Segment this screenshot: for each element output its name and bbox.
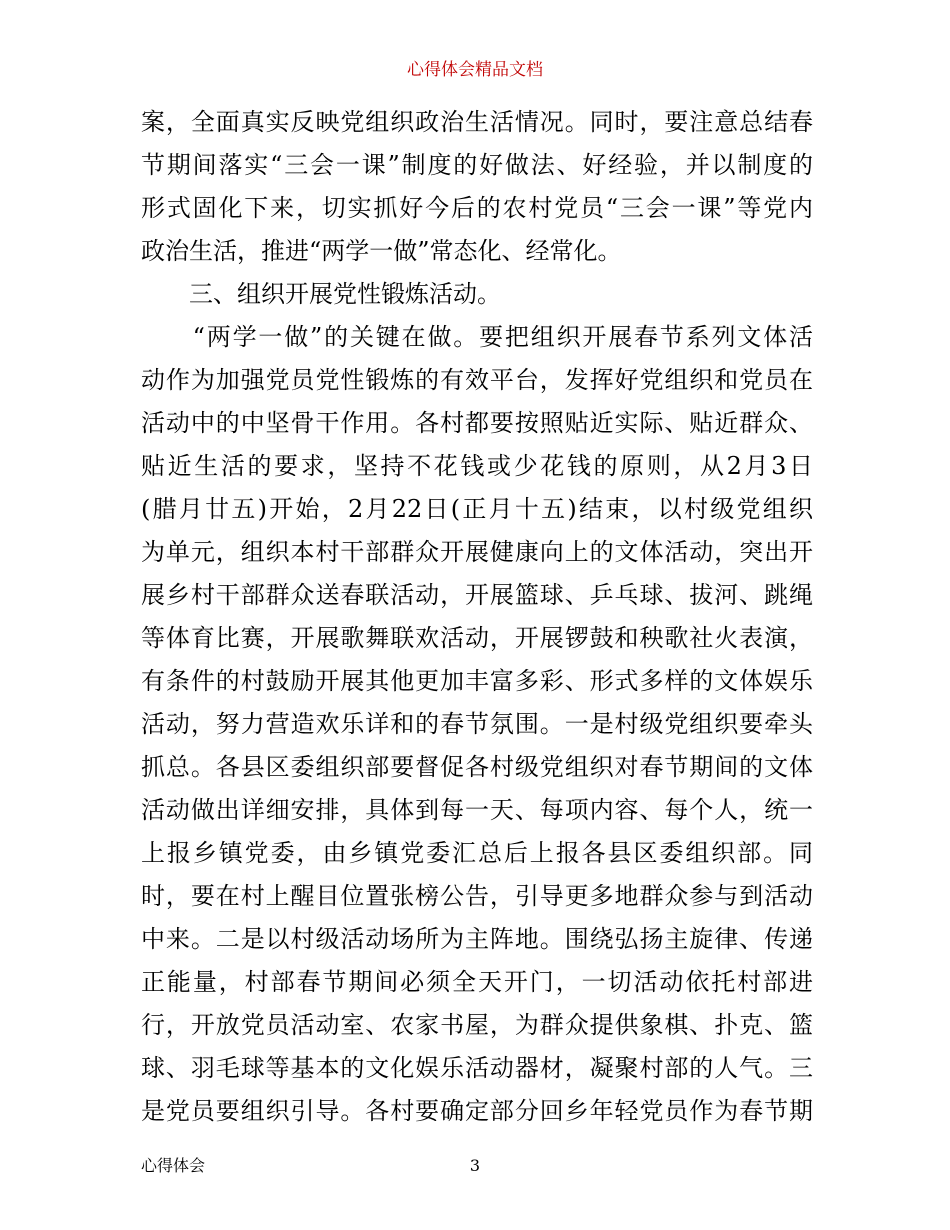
body-line: 为单元，组织本村干部群众开展健康向上的文体活动，突出开	[141, 538, 813, 566]
body-line: 行，开放党员活动室、农家书屋，为群众提供象棋、扑克、篮	[141, 1011, 813, 1039]
document-body	[141, 101, 813, 1133]
body-line: 案，全面真实反映党组织政治生活情况。同时，要注意总结春	[141, 108, 813, 136]
body-line: 活动做出详细安排，具体到每一天、每项内容、每个人，统一	[141, 796, 813, 824]
body-line: 有条件的村鼓励开展其他更加丰富多彩、形式多样的文体娱乐	[141, 667, 813, 695]
body-line: 是党员要组织引导。各村要确定部分回乡年轻党员作为春节期	[141, 1097, 813, 1125]
footer-label: 心得体会	[141, 1156, 206, 1175]
body-line: 贴近生活的要求，坚持不花钱或少花钱的原则，从2月3日	[141, 452, 813, 480]
body-line: 动作为加强党员党性锻炼的有效平台，发挥好党组织和党员在	[141, 366, 813, 394]
body-line: (腊月廿五)开始，2月22日(正月十五)结束，以村级党组织	[141, 495, 813, 523]
section-heading: 三、组织开展党性锻炼活动。	[141, 280, 501, 308]
body-line: 节期间落实“三会一课”制度的好做法、好经验，并以制度的	[141, 151, 813, 179]
body-line: 展乡村干部群众送春联活动，开展篮球、乒乓球、拔河、跳绳	[141, 581, 813, 609]
body-line: 活动中的中坚骨干作用。各村都要按照贴近实际、贴近群众、	[141, 409, 813, 437]
body-line: 中来。二是以村级活动场所为主阵地。围绕弘扬主旋律、传递	[141, 925, 813, 953]
body-line: 正能量，村部春节期间必须全天开门，一切活动依托村部进	[141, 968, 813, 996]
body-line: 抓总。各县区委组织部要督促各村级党组织对春节期间的文体	[141, 753, 813, 781]
body-line: “两学一做”的关键在做。要把组织开展春节系列文体活	[141, 323, 813, 351]
body-line: 形式固化下来，切实抓好今后的农村党员“三会一课”等党内	[141, 194, 813, 222]
document-header: 心得体会精品文档	[407, 60, 543, 80]
body-line: 等体育比赛，开展歌舞联欢活动，开展锣鼓和秧歌社火表演，	[141, 624, 813, 652]
page-number: 3	[469, 1156, 481, 1175]
body-line: 上报乡镇党委，由乡镇党委汇总后上报各县区委组织部。同	[141, 839, 813, 867]
body-line: 球、羽毛球等基本的文化娱乐活动器材，凝聚村部的人气。三	[141, 1054, 813, 1082]
body-line: 时，要在村上醒目位置张榜公告，引导更多地群众参与到活动	[141, 882, 813, 910]
body-line: 政治生活，推进“两学一做”常态化、经常化。	[141, 237, 622, 265]
body-line: 活动，努力营造欢乐详和的春节氛围。一是村级党组织要牵头	[141, 710, 813, 738]
